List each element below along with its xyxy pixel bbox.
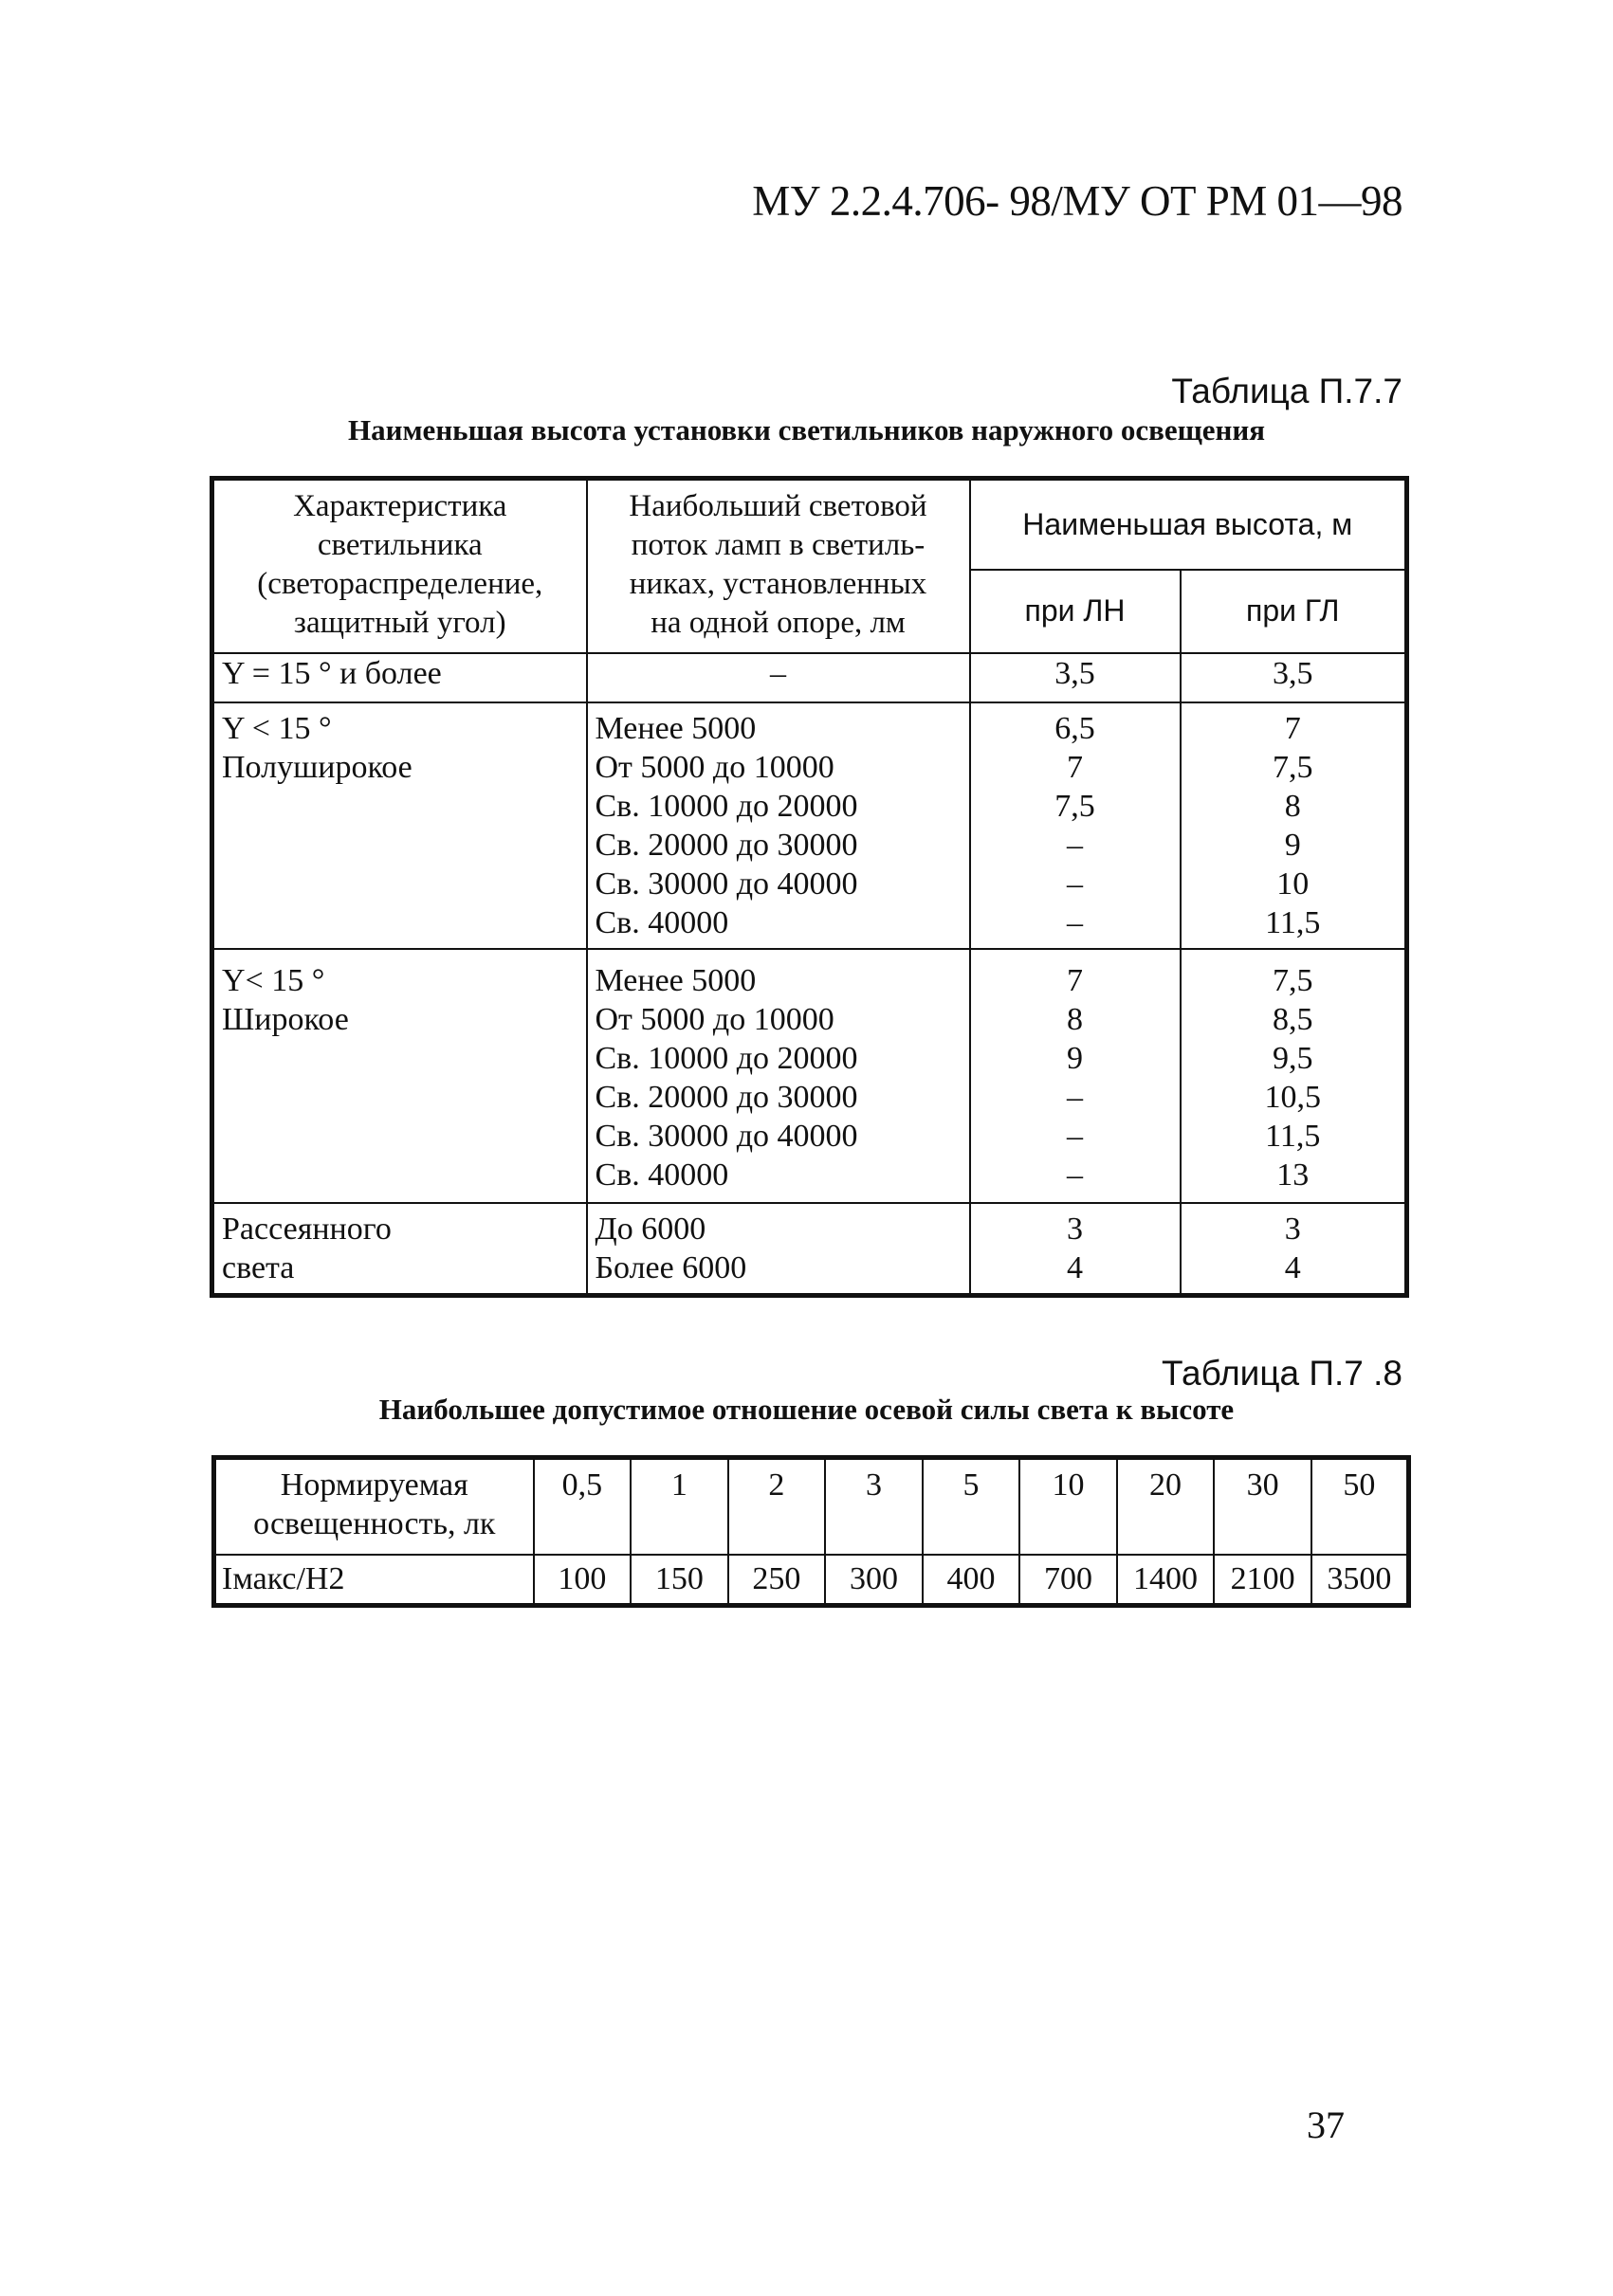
col-header-characteristic: Характеристика светильника (светораспределение, защитный угол): [212, 479, 587, 653]
table1-title: Наименьшая высота установки светильников наружного освещения: [347, 413, 1266, 446]
illuminance-label: Нормируемая освещенность, лк: [214, 1458, 534, 1555]
illuminance-value: 30: [1214, 1458, 1311, 1555]
row-gl-value: 3,5: [1181, 653, 1407, 702]
group-characteristic: Y< 15 ° Широкое: [212, 949, 587, 1203]
intensity-ratio-table: [211, 1455, 1411, 1608]
group-gl-list: 7,5 8,5 9,5 10,5 11,5 13: [1181, 949, 1407, 1203]
document-header: МУ 2.2.4.706- 98/МУ ОТ РМ 01—98: [752, 177, 1402, 225]
group-characteristic: Рассеянного света: [212, 1203, 587, 1296]
table-row-group: [212, 949, 1407, 1203]
illuminance-value: 1: [631, 1458, 728, 1555]
table1-number: Таблица П.7.7: [1171, 372, 1402, 410]
group-flux-list: До 6000 Более 6000: [587, 1203, 970, 1296]
luminaire-height-table: [210, 476, 1409, 1298]
table2-number: Таблица П.7 .8: [1162, 1354, 1402, 1393]
ratio-value: 2100: [1214, 1555, 1311, 1606]
illuminance-value: 0,5: [534, 1458, 632, 1555]
ratio-value: 1400: [1117, 1555, 1215, 1606]
illuminance-value: 2: [728, 1458, 826, 1555]
page-number: 37: [1307, 2104, 1345, 2146]
table-row-group: [212, 1203, 1407, 1296]
table-row-group: [212, 702, 1407, 949]
col-header-gl: при ГЛ: [1181, 570, 1407, 653]
col-header-luminous-flux: Наибольший световой поток ламп в светиль- никах, установленных на одной опоре, лм: [587, 479, 970, 653]
row-ln-value: 3,5: [970, 653, 1181, 702]
ratio-value: 250: [728, 1555, 826, 1606]
illuminance-value: 3: [825, 1458, 923, 1555]
illuminance-value: 5: [923, 1458, 1020, 1555]
ratio-value: 400: [923, 1555, 1020, 1606]
col-header-min-height: Наименьшая высота, м: [970, 479, 1407, 570]
group-characteristic: Y < 15 ° Полуширокое: [212, 702, 587, 949]
table-row: [214, 1555, 1409, 1606]
illuminance-value: 50: [1311, 1458, 1409, 1555]
illuminance-value: 10: [1019, 1458, 1117, 1555]
group-gl-list: 3 4: [1181, 1203, 1407, 1296]
table-row: [212, 653, 1407, 702]
group-ln-list: 7 8 9 – – –: [970, 949, 1181, 1203]
group-flux-list: Менее 5000 От 5000 до 10000 Св. 10000 до 20000 Св. 20000 до 30000 Св. 30000 до 40000 Св. 40000: [587, 702, 970, 949]
table-row: [214, 1458, 1409, 1555]
group-ln-list: 3 4: [970, 1203, 1181, 1296]
illuminance-value: 20: [1117, 1458, 1215, 1555]
row-flux: –: [587, 653, 970, 702]
group-ln-list: 6,5 7 7,5 – – –: [970, 702, 1181, 949]
row-characteristic: Y = 15 ° и более: [212, 653, 587, 702]
ratio-label: Iмакс/H2: [214, 1555, 534, 1606]
ratio-value: 150: [631, 1555, 728, 1606]
group-flux-list: Менее 5000 От 5000 до 10000 Св. 10000 до 20000 Св. 20000 до 30000 Св. 30000 до 40000 Св. 40000: [587, 949, 970, 1203]
ratio-value: 3500: [1311, 1555, 1409, 1606]
ratio-value: 700: [1019, 1555, 1117, 1606]
ratio-value: 300: [825, 1555, 923, 1606]
col-header-ln: при ЛН: [970, 570, 1181, 653]
group-gl-list: 7 7,5 8 9 10 11,5: [1181, 702, 1407, 949]
table2-title: Наибольшее допустимое отношение осевой силы света к высоте: [378, 1393, 1235, 1426]
ratio-value: 100: [534, 1555, 632, 1606]
